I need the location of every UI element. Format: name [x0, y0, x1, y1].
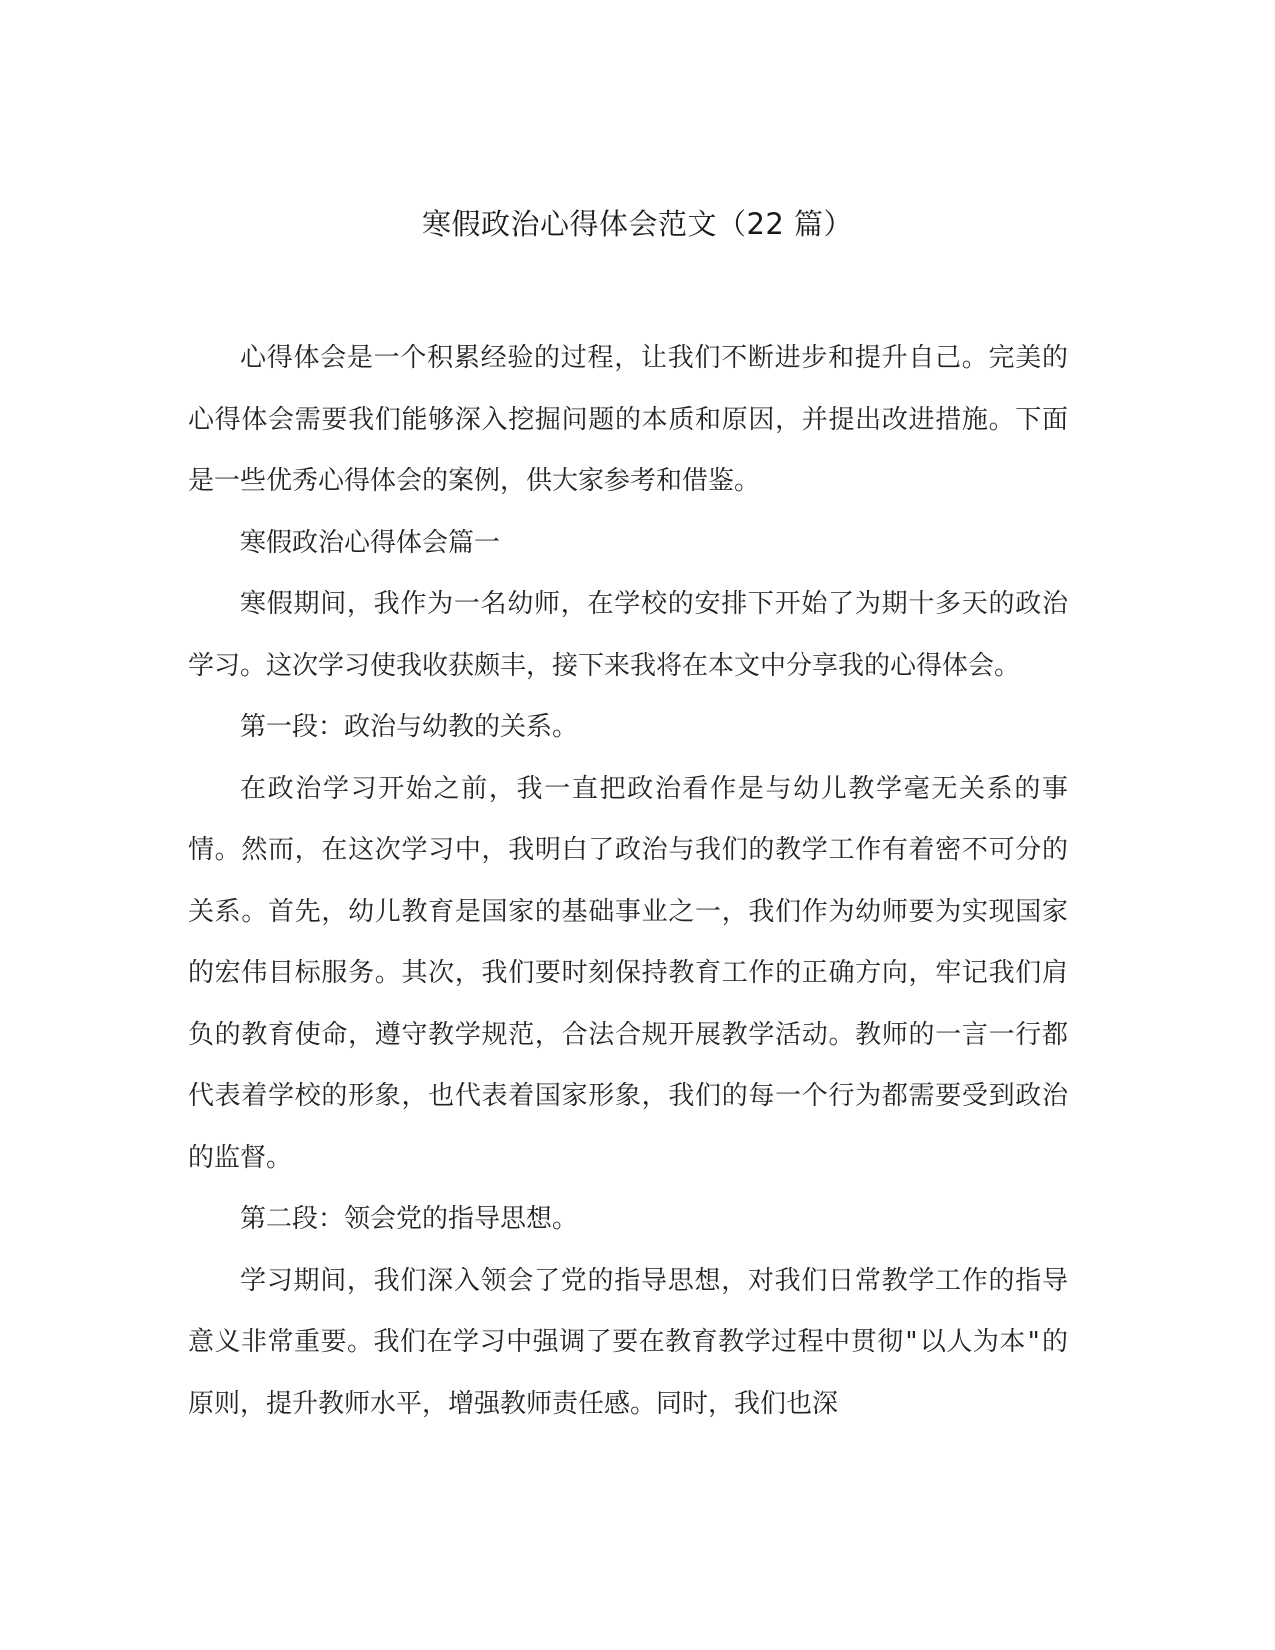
section-heading-part-one: 寒假政治心得体会篇一: [240, 527, 501, 558]
subsection-heading-two: 第二段：领会党的指导思想。: [240, 1204, 579, 1234]
body-paragraph: 学习期间，我们深入领会了党的指导思想，对我们日常教学工作的指导意义非常重要。我们在学习中强调了要在教育教学过程中贯彻"以人为本"的原则，提升教师水平，增强教师责任感。同时，我们也深: [188, 1265, 1068, 1419]
body-paragraph: 寒假期间，我作为一名幼师，在学校的安排下开始了为期十多天的政治学习。这次学习使我收获颇丰，接下来我将在本文中分享我的心得体会。: [188, 589, 1068, 681]
body-paragraph: 在政治学习开始之前，我一直把政治看作是与幼儿教学毫无关系的事情。然而，在这次学习中，我明白了政治与我们的教学工作有着密不可分的关系。首先，幼儿教育是国家的基础事业之一，我们作为幼师要为实现国家的宏伟目标服务。其次，我们要时刻保持教育工作的正确方向，牢记我们肩负的教育使命，遵守教学规范，合法合规开展教学活动。教师的一言一行都代表着学校的形象，也代表着国家形象，我们的每一个行为都需要受到政治的监督。: [188, 773, 1068, 1173]
document-body: [188, 328, 1068, 1435]
intro-paragraph: 心得体会是一个积累经验的过程，让我们不断进步和提升自己。完美的心得体会需要我们能够深入挖掘问题的本质和原因，并提出改进措施。下面是一些优秀心得体会的案例，供大家参考和借鉴。: [188, 343, 1068, 496]
document-title: 寒假政治心得体会范文（22 篇）: [421, 207, 854, 241]
subsection-heading-one: 第一段：政治与幼教的关系。: [240, 712, 579, 742]
